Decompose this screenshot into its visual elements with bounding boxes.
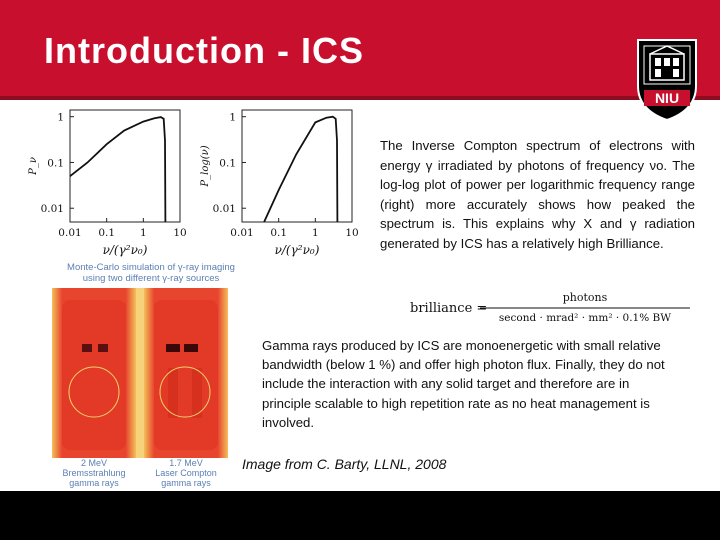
- y-tick-label: 0.1: [219, 157, 236, 170]
- spectrum-line: [264, 117, 337, 222]
- x-axis-label: ν/(γ²ν₀): [102, 243, 148, 257]
- x-tick-label: 1: [311, 227, 319, 239]
- formula-lhs: brilliance =: [410, 301, 488, 316]
- sim-caption: Monte-Carlo simulation of γ-ray imaging using two different γ-ray sources: [67, 262, 235, 284]
- y-tick-label: 0.01: [212, 203, 236, 216]
- x-tick-label: 0.1: [98, 227, 116, 239]
- niu-logo: [636, 36, 698, 122]
- x-axis-label: ν/(γ²ν₀): [274, 243, 320, 257]
- spectrum-plot-right: [196, 104, 372, 264]
- y-tick-label: 0.1: [47, 157, 64, 170]
- monte-carlo-image: [52, 288, 228, 486]
- spectrum-plot-left: [24, 104, 200, 264]
- formula-denominator: second · mrad² · mm² · 0.1% BW: [498, 312, 672, 324]
- y-axis-label: P_log(ν): [200, 145, 211, 187]
- y-axis-label: P_ν: [28, 157, 39, 175]
- brilliance-formula: [410, 288, 692, 328]
- sim-label-bremsstrahlung: 2 MeV Bremsstrahlung gamma rays: [62, 458, 126, 488]
- x-tick-label: 10: [345, 227, 359, 239]
- y-tick-label: 0.01: [40, 203, 64, 216]
- paragraph-ics-spectrum: The Inverse Compton spectrum of electrons with energy γ irradiated by photons of frequency νo. The log-log plot of power per logarithmic frequency range (right) more accurately shows how peaked the spectrum is. This explains why X and γ radiation generated by ICS has a relatively high Brilliance.: [380, 138, 695, 251]
- x-tick-label: 0.01: [230, 227, 254, 239]
- x-tick-label: 0.1: [270, 227, 288, 239]
- image-credit: Image from C. Barty, LLNL, 2008: [242, 456, 447, 472]
- x-tick-label: 0.01: [58, 227, 82, 239]
- sim-label-laser-compton: 1.7 MeV Laser Compton gamma rays: [155, 458, 217, 488]
- footer-bar: [0, 491, 720, 540]
- slide-title: Introduction - ICS: [44, 30, 364, 71]
- paragraph-gamma-rays: Gamma rays produced by ICS are monoenergetic with small relative bandwidth (below 1 %) and offer high photon flux. Finally, they do not include the interaction with any solid target and therefore are in principle scalable to high repetition rate as no heat management is involved.: [262, 338, 665, 430]
- logo-text: NIU: [654, 90, 680, 106]
- spectrum-line: [70, 117, 165, 222]
- formula-numerator: photons: [562, 291, 608, 304]
- y-tick-label: 1: [229, 111, 236, 124]
- x-tick-label: 1: [139, 227, 147, 239]
- header-divider: [0, 96, 720, 100]
- x-tick-label: 10: [173, 227, 187, 239]
- y-tick-label: 1: [57, 111, 64, 124]
